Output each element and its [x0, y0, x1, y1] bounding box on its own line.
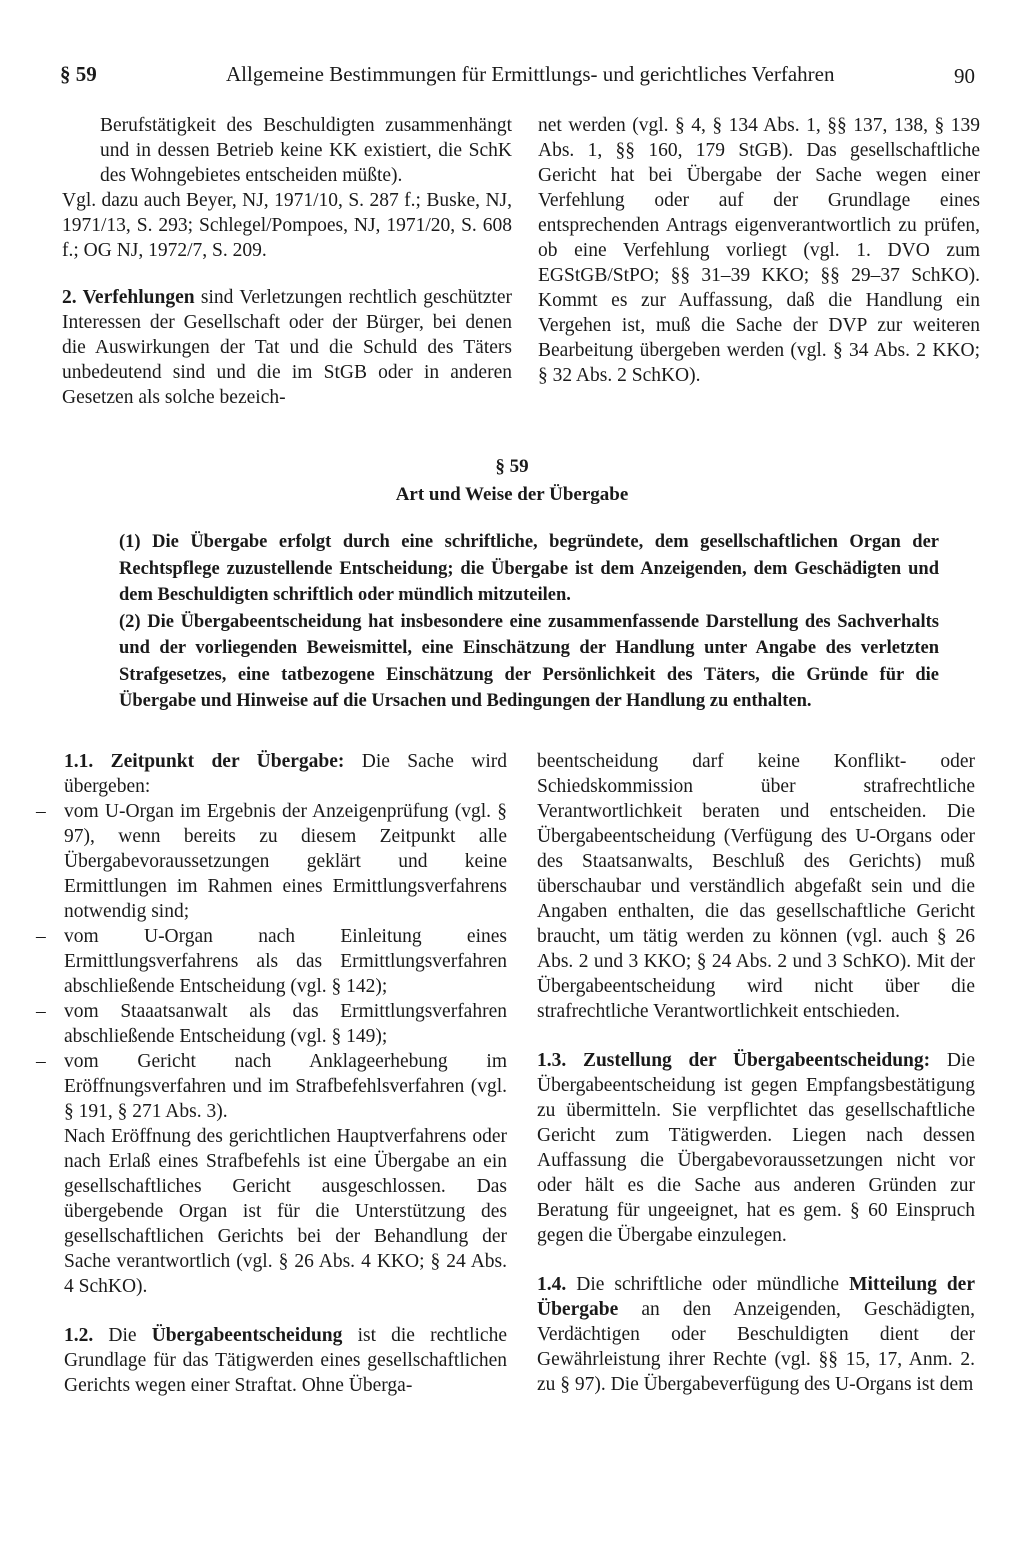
comment-1-2-number: 1.2. — [64, 1325, 94, 1346]
references-paragraph: Vgl. dazu auch Beyer, NJ, 1971/10, S. 287 f.; Buske, NJ, 1971/13, S. 293; Schlegel/Pompoes, NJ, 1971/20, S. 608 f.; OG NJ, 1972/7, S. 209. — [62, 190, 512, 261]
comment-1-3 — [537, 1048, 975, 1248]
verfehlungen-continuation: net werden (vgl. § 4, § 134 Abs. 1, §§ 137, 138, § 139 Abs. 1, §§ 160, 179 StGB). Das gesellschaftliche Gericht hat bei Übergabe der Sache wegen einer Verfehlung oder auf der Grundlage eines entsprechenden Antrags eigenverantwortlich zu prüfen, ob eine Verfehlung vorliegt (vgl. 1. DVO zum EGStGB/StPO; §§ 31–39 KKO; §§ 29–37 SchKO). Kommt es zur Auffassung, daß die Handlung ein Vergehen ist, muß die Sache der DVP zur weiteren Bearbeitung übergeben werden (vgl. § 34 Abs. 2 KKO; § 32 Abs. 2 SchKO). — [538, 115, 980, 386]
running-header — [0, 58, 1024, 92]
bottom-right-column — [537, 749, 975, 1397]
verfehlungen-text: sind Verletzungen rechtlich geschützter Interessen der Gesellschaft oder der Bürger, bei denen die Auswirkungen der Tat und die Schuld des Täters unbedeutend sind und die im StGB oder in anderen Gesetzen als solche bezeich- — [62, 287, 512, 408]
bottom-left-column — [36, 749, 507, 1398]
header-title: Allgemeine Bestimmungen für Ermittlungs- und gerichtliches Verfahren — [226, 62, 835, 86]
comment-1-1-heading: 1.1. Zeitpunkt der Übergabe: — [64, 751, 345, 772]
comment-1-2-text-b: ist die rechtliche Grundlage für das Tätigwerden eines gesellschaftlichen Gerichts wegen einer Straftat. Ohne Überga- — [64, 1325, 507, 1396]
law-paragraph-2: (2) Die Übergabeentscheidung hat insbesondere eine zusammenfassende Darstellung des Sachverhalts und der vorliegenden Beweismittel, eine Einschätzung der Handlung unter Angabe des verletzten Strafgesetzes, eine tatbezogene Einschätzung der Persönlichkeit des Täters, die Gründe für die Übergabe und Hinweise auf die Ursachen und Bedingungen der Handlung zu enthalten. — [119, 611, 939, 711]
list-item-text: vom Staaatsanwalt als das Ermittlungsverfahren abschließende Entscheidung (vgl. § 149); — [64, 1001, 507, 1047]
comment-1-2-term: Übergabeentscheidung — [151, 1325, 343, 1346]
list-item-text: vom Gericht nach Anklageerhebung im Eröffnungsverfahren und im Strafbefehlsverfahren (vgl. § 191, § 271 Abs. 3). — [64, 1051, 507, 1122]
list-item — [36, 999, 507, 1049]
law-paragraph-1: (1) Die Übergabe erfolgt durch eine schriftliche, begründete, dem gesellschaftlichen Organ der Rechtspflege zuzustellende Entscheidung; die Übergabe ist dem Anzeigenden, dem Geschädigten und dem Beschuldigten schriftlich oder mündlich mitzuteilen. — [119, 532, 939, 605]
comment-1-3-text: Die Übergabeentscheidung ist gegen Empfangsbestätigung zu übermitteln. Sie verpflichtet das gesellschaftliche Gericht zum Tätigwerden. Liegen nach dessen Auffassung die Übergabevoraussetzungen nicht vor oder hält es die Sache aus anderen Gründen zur Beratung für ungeeignet, hat es gem. § 60 Einspruch gegen die Übergabe einzulegen. — [537, 1050, 975, 1246]
dash-bullet: – — [36, 801, 46, 822]
comment-1-4-text-b: an den Anzeigenden, Geschädigten, Verdächtigen oder Beschuldigten dient der Gewährleistung ihrer Rechte (vgl. §§ 15, 17, Anm. 2. zu § 97). Die Übergabeverfügung des U-Organs ist dem — [537, 1299, 975, 1395]
verfehlungen-paragraph — [62, 285, 512, 410]
comment-1-4-number: 1.4. — [537, 1274, 567, 1295]
list-item-text: vom U-Organ im Ergebnis der Anzeigenprüfung (vgl. § 97), wenn bereits zu diesem Zeitpunkt alle Übergabevoraussetzungen geklärt und keine Ermittlungen im Rahmen eines Ermittlungsverfahrens notwendig sind; — [64, 801, 507, 922]
top-right-column — [538, 113, 980, 388]
comment-1-2-text-a: Die — [93, 1325, 152, 1346]
comment-1-1 — [64, 749, 507, 799]
law-text — [119, 529, 939, 715]
verfehlungen-heading: 2. Verfehlungen — [62, 287, 195, 308]
list-item-text: vom U-Organ nach Einleitung eines Ermittlungsverfahrens als das Ermittlungsverfahren abschließende Entscheidung (vgl. § 142); — [64, 926, 507, 997]
comment-1-4-term: Mitteilung der Übergabe — [537, 1274, 975, 1320]
dash-bullet: – — [36, 1051, 46, 1072]
comment-1-3-heading: 1.3. Zustellung der Übergabeentscheidung: — [537, 1050, 931, 1071]
comment-1-4-text-a: Die schriftliche oder mündliche — [566, 1274, 850, 1295]
section-number: § 59 — [495, 456, 529, 477]
comment-1-4 — [537, 1272, 975, 1397]
dash-bullet: – — [36, 926, 46, 947]
paragraph-continuation: Berufstätigkeit des Beschuldigten zusammenhängt und in dessen Betrieb keine KK existiert, die SchK des Wohngebietes entscheiden müßte). — [100, 115, 512, 186]
list-item — [36, 1049, 507, 1124]
comment-1-1-text: Die Sache wird übergeben: — [64, 751, 507, 797]
list-item — [36, 924, 507, 999]
list-item — [36, 799, 507, 924]
comment-1-1-after: Nach Eröffnung des gerichtlichen Hauptverfahrens oder nach Erlaß eines Strafbefehls ist eine Übergabe an ein gesellschaftliches Gericht ausgeschlossen. Das übergebende Organ ist für die Unterstützung des gesellschaftlichen Gerichts bei der Behandlung der Sache verantwortlich (vgl. § 26 Abs. 4 KKO; § 24 Abs. 4 SchKO). — [64, 1126, 507, 1297]
dash-bullet: – — [36, 1001, 46, 1022]
comment-1-2 — [64, 1323, 507, 1398]
header-section-number: § 59 — [60, 62, 97, 86]
page-number: 90 — [954, 64, 975, 88]
section-title: Art und Weise der Übergabe — [395, 484, 629, 505]
top-left-column — [62, 113, 512, 410]
comment-1-2-continuation: beentscheidung darf keine Konflikt- oder Schiedskommission über strafrechtliche Verantwortlichkeit beraten und entscheiden. Die Übergabeentscheidung (Verfügung des U-Organs oder des Staatsanwalts, Beschluß des Gerichts) muß überschaubar und verständlich abgefaßt sein und die Angaben enthalten, die das gesellschaftliche Gericht braucht, um tätig werden zu können (vgl. auch § 26 Abs. 2 und 3 KKO; § 24 Abs. 2 und 3 SchKO). Mit der Übergabeentscheidung wird nicht über die strafrechtliche Verantwortlichkeit entschieden. — [537, 751, 975, 1022]
